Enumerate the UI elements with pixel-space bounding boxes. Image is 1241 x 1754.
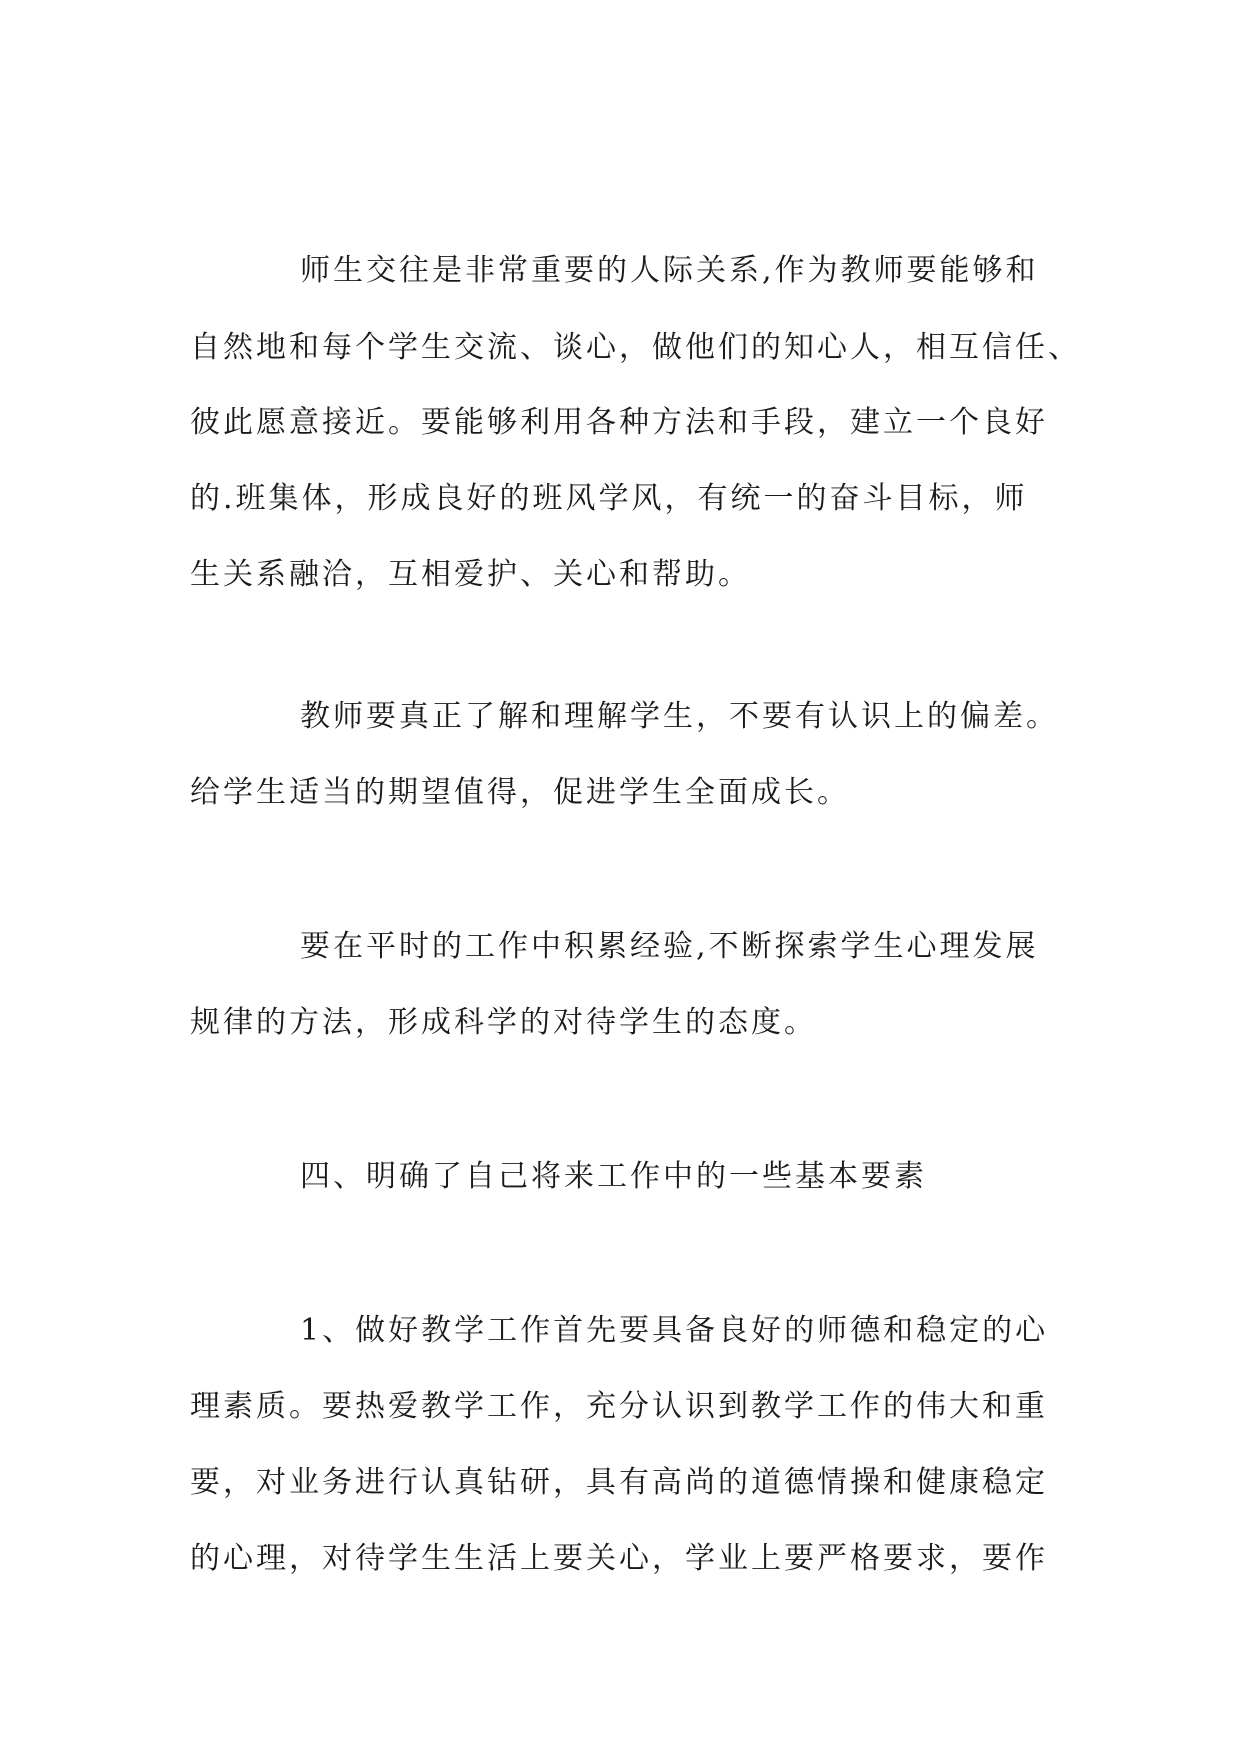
paragraph-1-line-2: 自然地和每个学生交流、谈心，做他们的知心人，相互信任、 [190, 330, 1081, 365]
paragraph-5-line-1: 1、做好教学工作首先要具备良好的师德和稳定的心 [300, 1313, 1049, 1348]
paragraph-1-line-5: 生关系融洽，互相爱护、关心和帮助。 [190, 557, 751, 592]
paragraph-3-line-1: 要在平时的工作中积累经验,不断探索学生心理发展 [300, 929, 1039, 964]
paragraph-1-line-3: 彼此愿意接近。要能够利用各种方法和手段，建立一个良好 [190, 405, 1048, 440]
paragraph-5-line-4: 的心理，对待学生生活上要关心，学业上要严格要求，要作 [190, 1541, 1048, 1576]
paragraph-3-line-2: 规律的方法，形成科学的对待学生的态度。 [190, 1005, 817, 1040]
paragraph-2-line-2: 给学生适当的期望值得，促进学生全面成长。 [190, 775, 850, 810]
section-heading: 四、明确了自己将来工作中的一些基本要素 [300, 1159, 927, 1194]
paragraph-1-line-4: 的.班集体，形成良好的班风学风，有统一的奋斗目标，师 [190, 481, 1028, 516]
paragraph-5-line-3: 要，对业务进行认真钻研，具有高尚的道德情操和健康稳定 [190, 1465, 1048, 1500]
paragraph-2-line-1: 教师要真正了解和理解学生，不要有认识上的偏差。 [300, 699, 1059, 734]
paragraph-1-line-1: 师生交往是非常重要的人际关系,作为教师要能够和 [300, 253, 1039, 288]
paragraph-5-line-2: 理素质。要热爱教学工作，充分认识到教学工作的伟大和重 [190, 1389, 1048, 1424]
